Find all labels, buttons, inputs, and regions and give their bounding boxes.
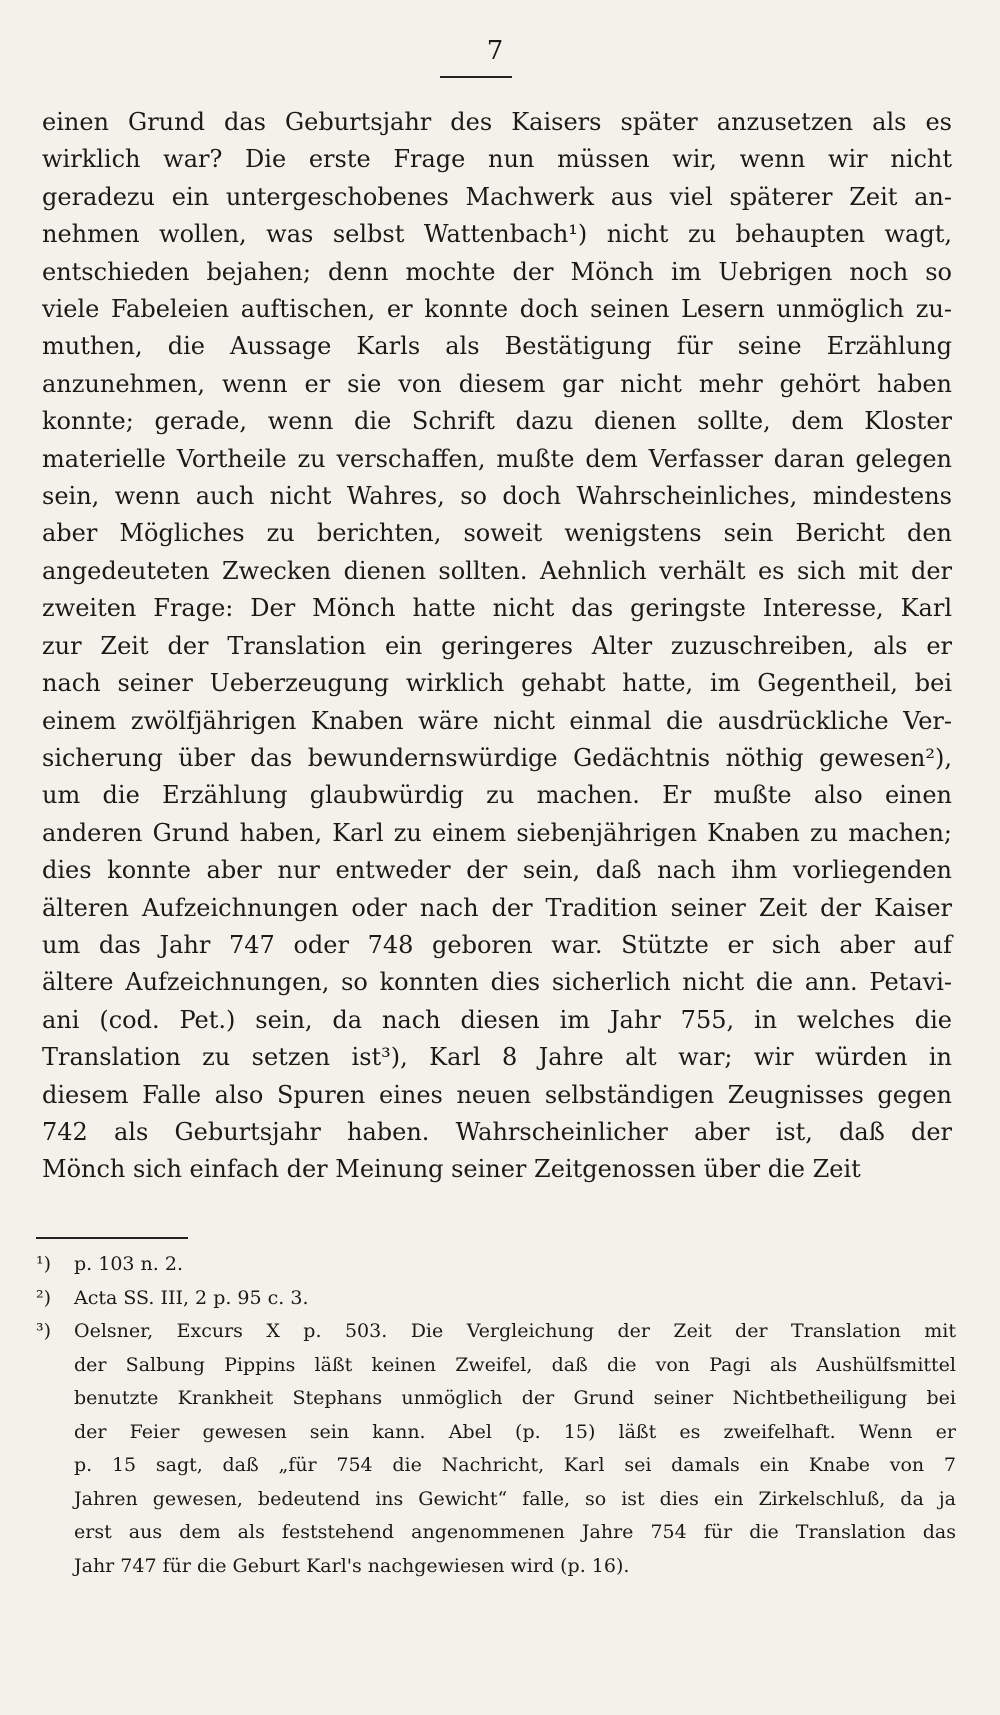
body-line: um die Erzählung glaubwürdig zu machen. Er mußte also einen [42, 781, 952, 810]
body-line: wirklich war? Die erste Frage nun müssen wir, wenn wir nicht [42, 145, 952, 174]
body-line: angedeuteten Zwecken dienen sollten. Aehnlich verhält es sich mit der [42, 556, 952, 585]
footnote-line: erst aus dem als feststehend angenommenen Jahre 754 für die Translation das [74, 1521, 956, 1543]
footnote-rule [36, 1237, 188, 1239]
footnote-mark: ³) [36, 1320, 52, 1342]
body-line: entschieden bejahen; denn mochte der Mönch im Uebrigen noch so [42, 257, 952, 286]
footnote-line: p. 15 sagt, daß „für 754 die Nachricht, Karl sei damals ein Knabe von 7 [74, 1454, 956, 1476]
footnote-3 [36, 1315, 956, 1583]
body-line: nach seiner Ueberzeugung wirklich gehabt hatte, im Gegentheil, bei [42, 669, 952, 698]
body-line: ani (cod. Pet.) sein, da nach diesen im Jahr 755, in welches die [42, 1005, 952, 1034]
footnote-line: p. 103 n. 2. [74, 1253, 183, 1275]
footnote-line: Acta SS. III, 2 p. 95 c. 3. [74, 1286, 309, 1309]
footnote-1 [36, 1248, 956, 1282]
footnote-2 [36, 1282, 956, 1316]
body-line: zweiten Frage: Der Mönch hatte nicht das geringste Interesse, Karl [42, 594, 952, 623]
body-line: muthen, die Aussage Karls als Bestätigung für seine Erzählung [42, 332, 952, 361]
body-line: aber Mögliches zu berichten, soweit wenigstens sein Bericht den [42, 519, 952, 548]
footnote-mark: ¹) [36, 1253, 52, 1275]
page-number: 7 [486, 36, 504, 66]
footnote-line: Jahr 747 für die Geburt Karl's nachgewiesen wird (p. 16). [74, 1554, 630, 1577]
body-line: Mönch sich einfach der Meinung seiner Zeitgenossen über die Zeit [42, 1155, 861, 1184]
body-line: dies konnte aber nur entweder der sein, daß nach ihm vorliegenden [42, 856, 952, 885]
body-line: älteren Aufzeichnungen oder nach der Tradition seiner Zeit der Kaiser [42, 893, 952, 922]
body-line: materielle Vortheile zu verschaffen, mußte dem Verfasser daran gelegen [42, 444, 952, 473]
body-line: viele Fabeleien auftischen, er konnte doch seinen Lesern unmöglich zu- [42, 295, 952, 324]
footnote-line: der Feier gewesen sein kann. Abel (p. 15) läßt es zweifelhaft. Wenn er [74, 1420, 956, 1443]
body-text [42, 104, 952, 1189]
body-line: sein, wenn auch nicht Wahres, so doch Wahrscheinliches, mindestens [42, 482, 952, 511]
body-line: sicherung über das bewundernswürdige Gedächtnis nöthig gewesen²), [42, 743, 952, 772]
body-line: ältere Aufzeichnungen, so konnten dies sicherlich nicht die ann. Petavi- [42, 968, 952, 997]
body-line: diesem Falle also Spuren eines neuen selbständigen Zeugnisses gegen [42, 1080, 952, 1109]
body-line: um das Jahr 747 oder 748 geboren war. Stützte er sich aber auf [42, 930, 952, 959]
footnote-line: Jahren gewesen, bedeutend ins Gewicht“ falle, so ist dies ein Zirkelschluß, da ja [74, 1487, 956, 1510]
footnote-line: Oelsner, Excurs X p. 503. Die Vergleichung der Zeit der Translation mit [74, 1320, 956, 1342]
body-line: zur Zeit der Translation ein geringeres Alter zuzuschreiben, als er [42, 631, 952, 660]
body-line: anderen Grund haben, Karl zu einem siebenjährigen Knaben zu machen; [42, 818, 952, 847]
body-line: einen Grund das Geburtsjahr des Kaisers später anzusetzen als es [42, 108, 952, 136]
footnote-line: der Salbung Pippins läßt keinen Zweifel, daß die von Pagi als Aushülfsmittel [74, 1353, 956, 1376]
body-line: anzunehmen, wenn er sie von diesem gar nicht mehr gehört haben [42, 369, 952, 398]
footnotes [36, 1248, 956, 1583]
body-line: Translation zu setzen ist³), Karl 8 Jahre alt war; wir würden in [42, 1043, 952, 1072]
body-line: geradezu ein untergeschobenes Machwerk aus viel späterer Zeit an- [42, 182, 952, 211]
header-rule [440, 76, 512, 78]
footnote-mark: ²) [36, 1286, 52, 1309]
body-line: nehmen wollen, was selbst Wattenbach¹) nicht zu behaupten wagt, [42, 220, 952, 249]
body-line: einem zwölfjährigen Knaben wäre nicht einmal die ausdrückliche Ver- [42, 706, 952, 735]
footnote-line: benutzte Krankheit Stephans unmöglich der Grund seiner Nichtbetheiligung bei [74, 1387, 956, 1409]
body-line: 742 als Geburtsjahr haben. Wahrscheinlicher aber ist, daß der [42, 1117, 952, 1146]
body-line: konnte; gerade, wenn die Schrift dazu dienen sollte, dem Kloster [42, 407, 952, 436]
